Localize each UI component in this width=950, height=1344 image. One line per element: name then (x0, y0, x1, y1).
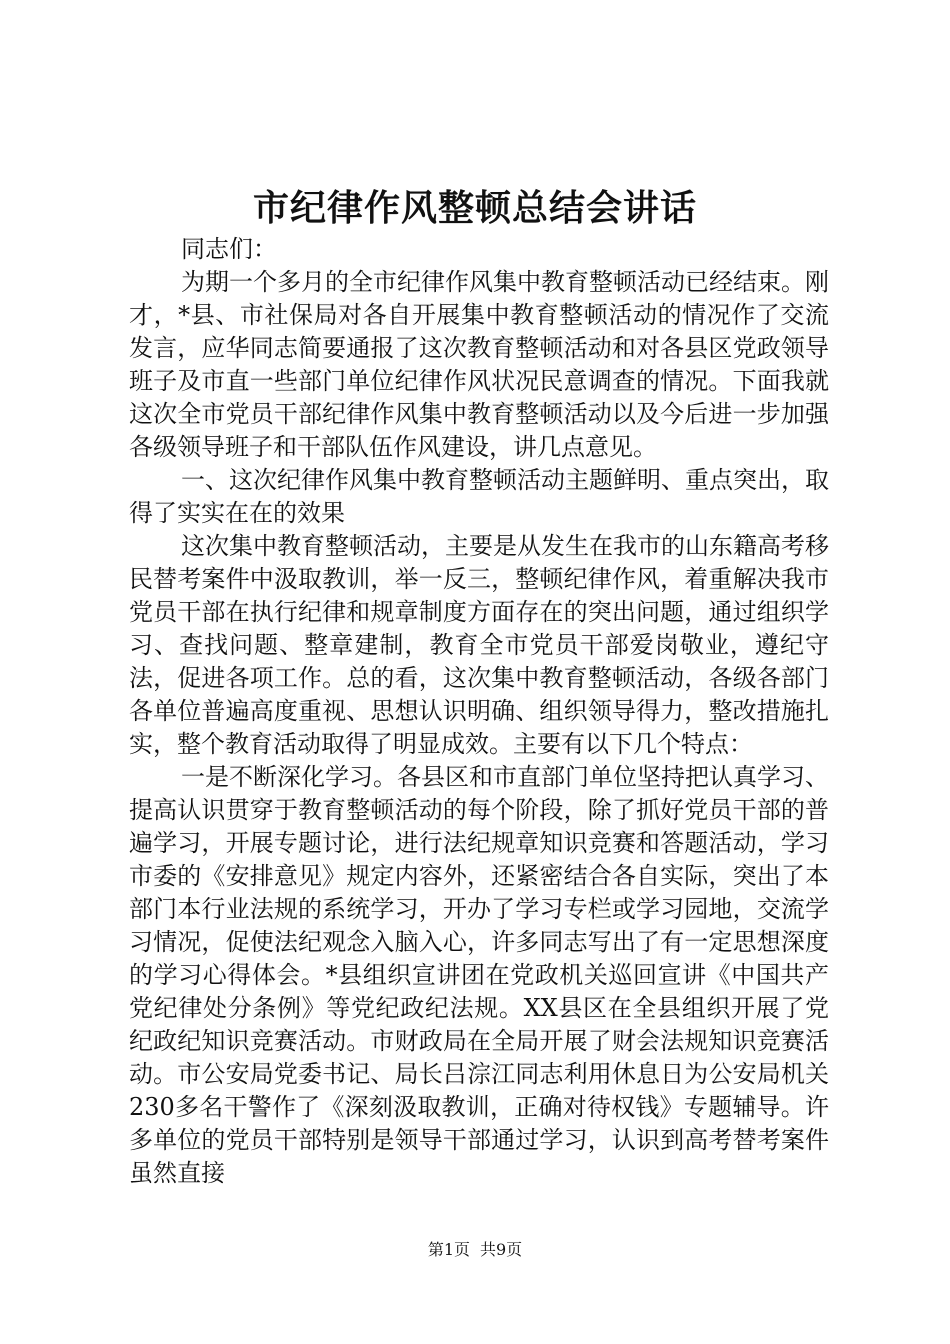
paragraph-overview: 这次集中教育整顿活动，主要是从发生在我市的山东籍高考移民替考案件中汲取教训，举一反三，整顿纪律作风，着重解决我市党员干部在执行纪律和规章制度方面存在的突出问题，通过组织学习、查找问题、整章建制，教育全市党员干部爱岗敬业，遵纪守法，促进各项工作。总的看，这次集中教育整顿活动，各级各部门各单位普遍高度重视、思想认识明确、组织领导得力，整改措施扎实，整个教育活动取得了明显成效。主要有以下几个特点： (129, 532, 829, 758)
page-number: 第1页 (427, 1240, 470, 1259)
paragraph-feature-1: 一是不断深化学习。各县区和市直部门单位坚持把认真学习、提高认识贯穿于教育整顿活动的每个阶段，除了抓好党员干部的普遍学习，开展专题讨论，进行法纪规章知识竞赛和答题活动，学习市委的《安排意见》规定内容外，还紧密结合各自实际，突出了本部门本行业法规的系统学习，开办了学习专栏或学习园地，交流学习情况，促使法纪观念入脑入心，许多同志写出了有一定思想深度的学习心得体会。*县组织宣讲团在党政机关巡回宣讲《中国共产党纪律处分条例》等党纪政纪法规。XX县区在全县组织开展了党纪政纪知识竞赛活动。市财政局在全局开展了财会法规知识竞赛活动。市公安局党委书记、局长吕淙江同志利用休息日为公安局机关230多名干警作了《深刻汲取教训，正确对待权钱》专题辅导。许多单位的党员干部特别是领导干部通过学习，认识到高考替考案件虽然直接 (129, 763, 829, 1187)
section-heading-1: 一、这次纪律作风集中教育整顿活动主题鲜明、重点突出，取得了实实在在的效果 (129, 466, 829, 527)
page-total: 共9页 (480, 1240, 523, 1259)
paragraph-intro: 为期一个多月的全市纪律作风集中教育整顿活动已经结束。刚才，*县、市社保局对各自开展集中教育整顿活动的情况作了交流发言，应华同志简要通报了这次教育整顿活动和对各县区党政领导班子及市直一些部门单位纪律作风状况民意调查的情况。下面我就这次全市党员干部纪律作风集中教育整顿活动以及今后进一步加强各级领导班子和干部队伍作风建设，讲几点意见。 (129, 268, 829, 461)
document-body (129, 233, 829, 1190)
salutation: 同志们： (181, 235, 277, 263)
document-title: 市纪律作风整顿总结会讲话 (252, 187, 697, 229)
page-footer (0, 1238, 950, 1262)
